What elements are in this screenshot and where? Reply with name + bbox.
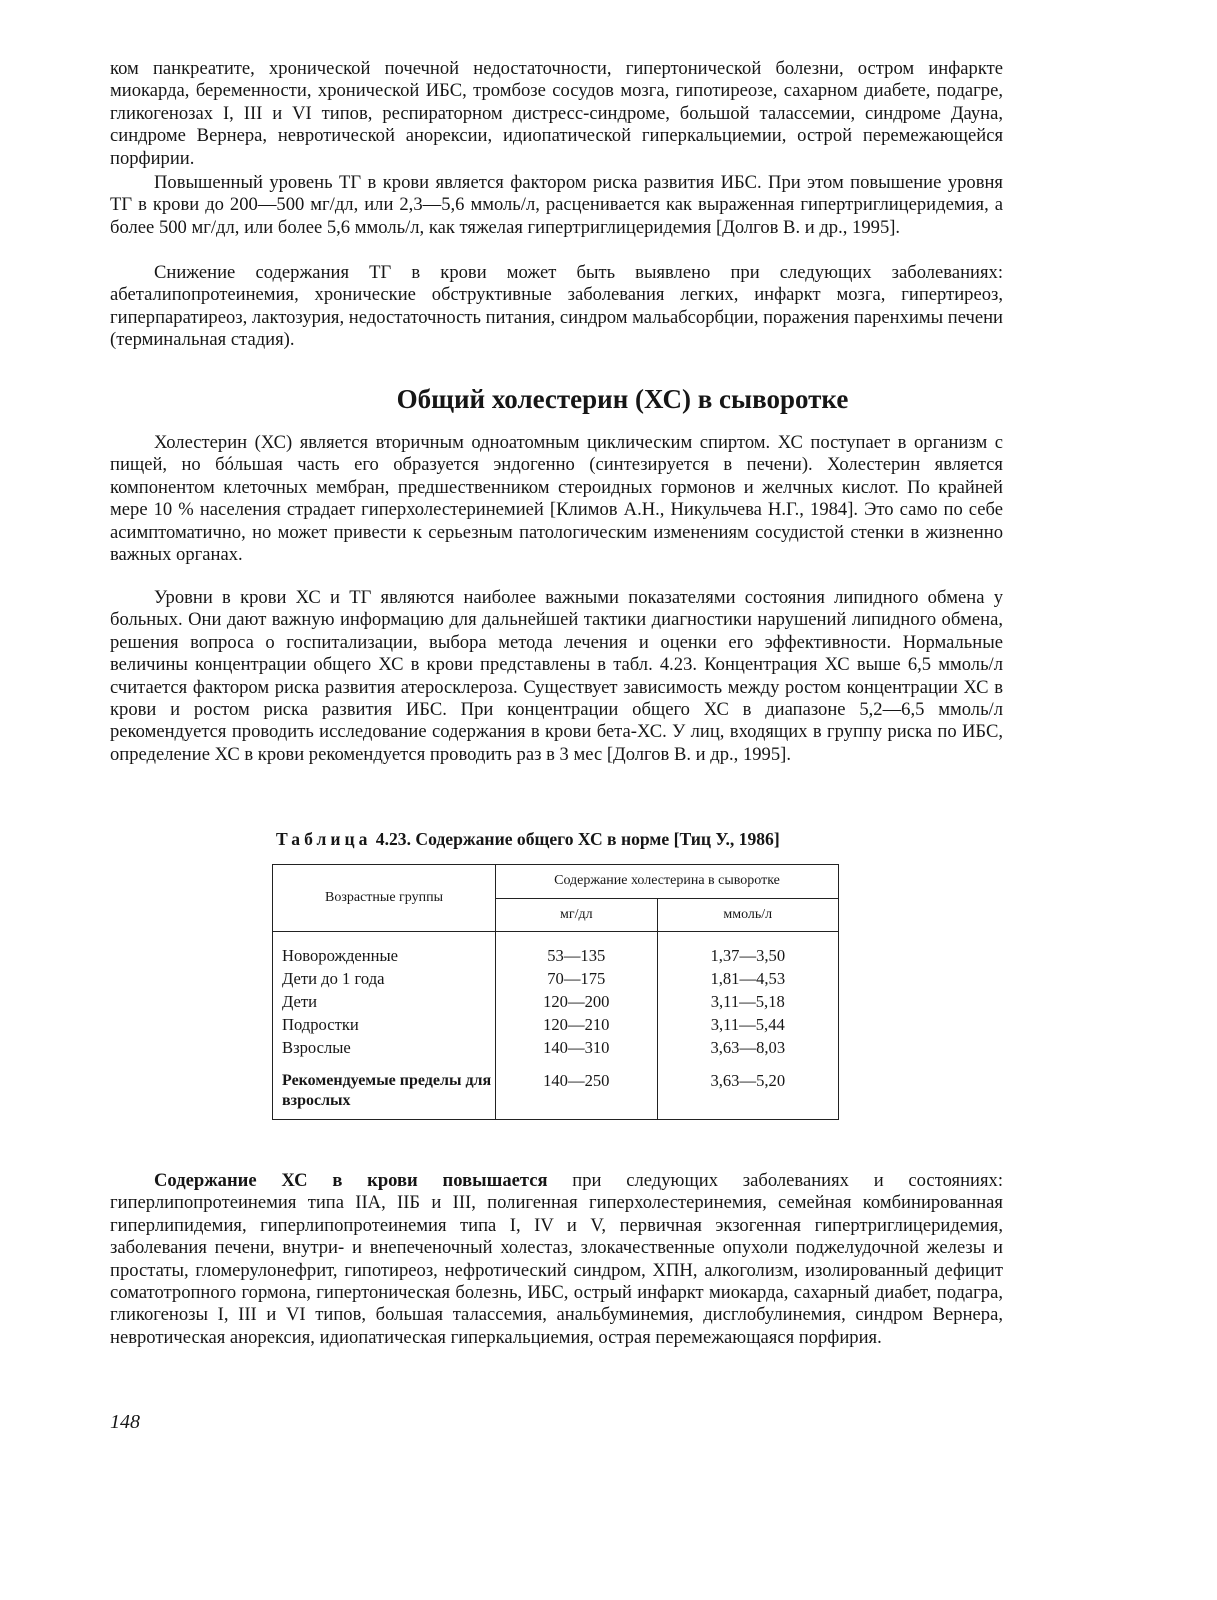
paragraph-lead-bold: Содержание ХС в крови повышается xyxy=(154,1170,548,1191)
cell-mmol: 3,11—5,18 xyxy=(657,990,838,1013)
cell-mmol: 3,11—5,44 xyxy=(657,1013,838,1036)
cell-mmol: 1,81—4,53 xyxy=(657,967,838,990)
table-row xyxy=(273,1013,839,1036)
cell-group: Взрослые xyxy=(273,1036,496,1059)
paragraph-cholesterol-intro: Холестерин (ХС) является вторичным одноатомным циклическим спиртом. ХС поступает в организм с пищей, но бóльшая часть его образуется эндогенно (синтезируется в печени). Холестерин является компонентом клеточных мембран, предшественником стероидных гормонов и желчных кислот. По крайней мере 10 % населения страдает гиперхолестеринемией [Климов А.Н., Никульчева Н.Г., 1984]. Это само по себе асимптоматично, но может привести к серьезным патологическим изменениям сосудистой стенки в жизненно важных органах. xyxy=(110,432,1003,566)
paragraph-cholesterol-levels: Уровни в крови ХС и ТГ являются наиболее важными показателями состояния липидного обмена у больных. Они дают важную информацию для дальнейшей тактики диагностики нарушений липидного обмена, решения вопроса о госпитализации, выбора метода лечения и оценки его эффективности. Нормальные величины концентрации общего ХС в крови представлены в табл. 4.23. Концентрация ХС выше 6,5 ммоль/л считается фактором риска развития атеросклероза. Существует зависимость между ростом концентрации ХС в крови и ростом риска развития ИБС. При концентрации общего ХС в диапазоне 5,2—6,5 ммоль/л рекомендуется проводить исследование содержания в крови бета-ХС. У лиц, входящих в группу риска по ИБС, определение ХС в крови рекомендуется проводить раз в 3 мес [Долгов В. и др., 1995]. xyxy=(110,587,1003,765)
page-number: 148 xyxy=(110,1411,140,1433)
cell-mgdl: 140—310 xyxy=(496,1036,658,1059)
column-header-mmol: ммоль/л xyxy=(657,898,838,932)
table-row xyxy=(273,944,839,967)
table-caption xyxy=(276,829,841,850)
cell-group: Дети xyxy=(273,990,496,1013)
cell-group: Рекомендуемые пределы для взрослых xyxy=(273,1071,496,1120)
cell-mmol: 1,37—3,50 xyxy=(657,944,838,967)
paragraph-tg-risk: Повышенный уровень ТГ в крови является фактором риска развития ИБС. При этом повышение уровня ТГ в крови до 200—500 мг/дл, или 2,3—5,6 ммоль/л, расценивается как выраженная гипертриглицеридемия, а более 500 мг/дл, или более 5,6 ммоль/л, как тяжелая гипертриглицеридемия [Долгов В. и др., 1995]. xyxy=(110,172,1003,238)
section-heading: Общий холестерин (ХС) в сыворотке xyxy=(396,384,849,414)
table-row xyxy=(273,967,839,990)
cell-mmol: 3,63—8,03 xyxy=(657,1036,838,1059)
cell-mgdl: 120—200 xyxy=(496,990,658,1013)
column-header-age: Возрастные группы xyxy=(273,865,496,932)
cell-mgdl: 120—210 xyxy=(496,1013,658,1036)
table-row xyxy=(273,990,839,1013)
cholesterol-table xyxy=(272,864,839,1120)
table-row-recommended xyxy=(273,1071,839,1120)
cell-mmol: 3,63—5,20 xyxy=(657,1071,838,1120)
cell-mgdl: 53—135 xyxy=(496,944,658,967)
cell-group: Подростки xyxy=(273,1013,496,1036)
column-header-mgdl: мг/дл xyxy=(496,898,658,932)
cell-mgdl: 70—175 xyxy=(496,967,658,990)
table-caption-label: Таблица xyxy=(276,829,372,849)
paragraph-continuation: ком панкреатите, хронической почечной недостаточности, гипертонической болезни, остром инфаркте миокарда, беременности, хронической ИБС, тромбозе сосудов мозга, гипотиреозе, сахарном диабете, подагре, гликогенозах I, III и VI типов, респираторном дистресс-синдроме, большой талассемии, синдроме Дауна, синдроме Вернера, невротической анорексии, идиопатической гиперкальциемии, острой перемежающейся порфирии. xyxy=(110,58,1003,169)
paragraph-tg-decrease: Снижение содержания ТГ в крови может быть выявлено при следующих заболеваниях: абеталипопротеинемия, хронические обструктивные заболевания легких, инфаркт мозга, гипертиреоз, гиперпаратиреоз, лактозурия, недостаточность питания, синдром мальабсорбции, поражения паренхимы печени (терминальная стадия). xyxy=(110,262,1003,351)
column-header-group: Содержание холестерина в сыворотке xyxy=(496,865,839,899)
paragraph-body: при следующих заболеваниях и состояниях: гиперлипопротеинемия типа IIА, IIБ и III, полигенная гиперхолестеринемия, семейная комбинированная гиперлипидемия, гиперлипопротеинемия типа I, IV и V, первичная экзогенная гипертриглицеридемия, заболевания печени, внутри- и внепеченочный холестаз, злокачественные опухоли поджелудочной железы и простаты, гломерулонефрит, гипотиреоз, нефротический синдром, ХПН, алкоголизм, изолированный дефицит соматотропного гормона, гипертоническая болезнь, ИБС, острый инфаркт миокарда, сахарный диабет, подагра, гликогенозы I, III и VI типов, большая талассемия, анальбуминемия, дисглобулинемия, синдром Вернера, невротическая анорексия, идиопатическая гиперкальциемия, острая перемежающаяся порфирия. xyxy=(110,1170,1003,1348)
cell-group: Дети до 1 года xyxy=(273,967,496,990)
paragraph-cholesterol-increase xyxy=(110,1170,1003,1349)
cell-mgdl: 140—250 xyxy=(496,1071,658,1120)
table-row xyxy=(273,1036,839,1059)
table-caption-text: 4.23. Содержание общего ХС в норме [Тиц У., 1986] xyxy=(371,829,780,849)
cell-group: Новорожденные xyxy=(273,944,496,967)
